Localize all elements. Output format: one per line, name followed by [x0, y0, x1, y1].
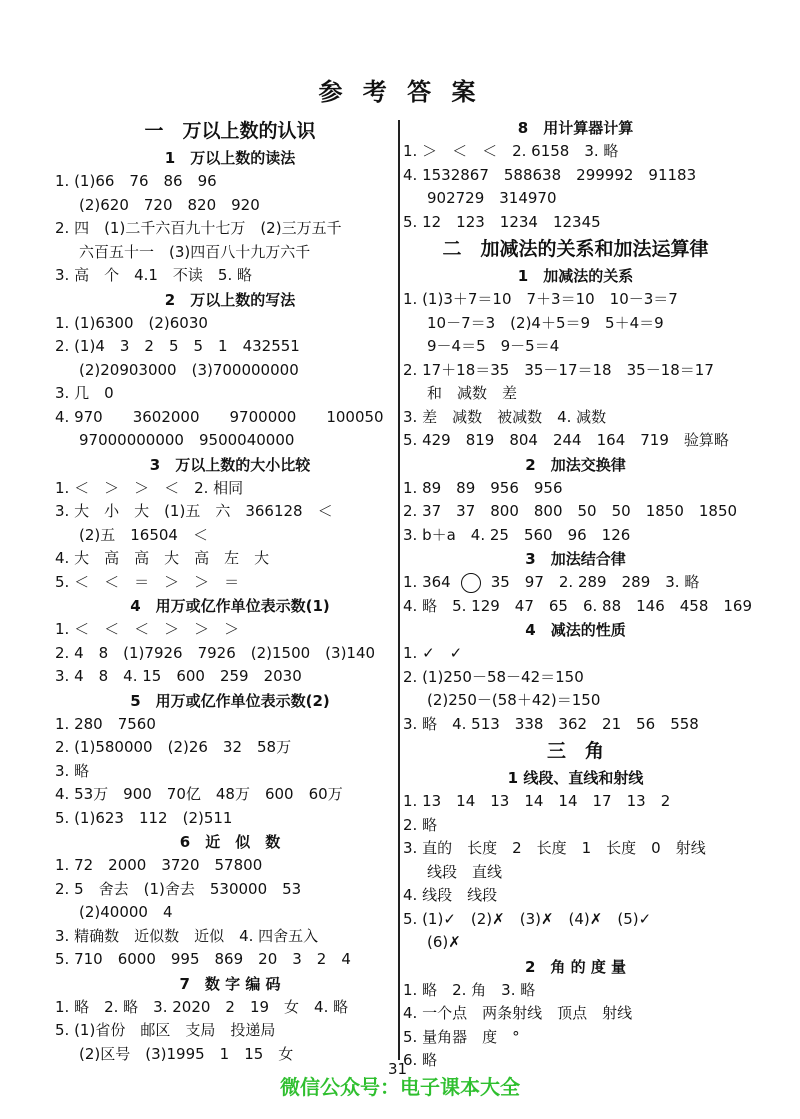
answer-line: 4. 970 3602000 9700000 100050	[55, 407, 384, 426]
answer-line: 5. 12 123 1234 12345	[403, 212, 601, 231]
answer-line: 1. 略 2. 角 3. 略	[403, 980, 536, 999]
section-heading: 3 万以上数的大小比较	[149, 455, 311, 474]
answer-line: 5. 429 819 804 244 164 719 验算略	[403, 431, 729, 449]
left-column	[55, 116, 405, 1066]
answer-line: 2. 四 (1)二千六百九十七万 (2)三万五千	[55, 219, 342, 237]
answer-line: (2)620 720 820 920	[79, 195, 260, 214]
answer-line: 和 减数 差	[427, 384, 518, 402]
section-heading: 7 数 字 编 码	[179, 974, 281, 993]
answer-line: 3. 高 个 4.1 不读 5. 略	[55, 266, 253, 284]
answer-line: (2)五 16504 ＜	[79, 525, 208, 544]
answer-line: 3. 大 小 大 (1)五 六 366128 ＜	[55, 502, 333, 520]
answer-line: 4. 线段 线段	[403, 886, 498, 904]
answer-line: (2)区号 (3)1995 1 15 女	[79, 1044, 294, 1063]
answer-line: 1. 89 89 956 956	[403, 478, 563, 497]
answer-line: 2. 17＋18＝35 35－17＝18 35－18＝17	[403, 360, 714, 379]
chapter-heading: 三 角	[546, 740, 604, 762]
answer-line: 1. ✓ ✓	[403, 644, 463, 662]
section-heading: 1 线段、直线和射线	[507, 769, 644, 787]
answer-line: 2. (1)250－58－42＝150	[403, 667, 584, 686]
answer-line: 1. 略 2. 略 3. 2020 2 19 女 4. 略	[55, 997, 349, 1016]
answer-line: 1. ＜ ＞ ＞ ＜ 2. 相同	[55, 478, 244, 497]
answer-line: 2. (1)580000 (2)26 32 58万	[55, 738, 292, 756]
answer-line: 3. 4 8 4. 15 600 259 2030	[55, 667, 302, 685]
answer-line: 1. (1)3＋7＝10 7＋3＝10 10－3＝7	[403, 290, 678, 308]
answer-line: 97000000000 9500040000	[79, 431, 295, 449]
answer-line: 9－4＝5 9－5＝4	[427, 337, 560, 355]
answer-line: 1. ＜ ＜ ＜ ＞ ＞ ＞	[55, 620, 240, 638]
answer-line: (6)✗	[427, 933, 461, 951]
answer-line: 3. b＋a 4. 25 560 96 126	[403, 525, 631, 544]
answer-line: 线段 直线	[427, 862, 503, 881]
answer-line: 1. ＞ ＜ ＜ 2. 6158 3. 略	[403, 142, 619, 160]
answer-line: 2. 37 37 800 800 50 50 1850 1850	[403, 502, 738, 520]
right-column	[403, 116, 753, 1073]
answer-line: 1. 13 14 13 14 14 17 13 2	[403, 792, 671, 810]
answer-line: 4. 略 5. 129 47 65 6. 88 146 458 169	[403, 596, 753, 615]
section-heading: 2 角 的 度 量	[524, 957, 627, 976]
section-heading: 8 用计算器计算	[517, 119, 634, 137]
answer-line: 5. (1)623 112 (2)511	[55, 808, 233, 827]
blank-circle-icon	[461, 573, 481, 593]
answer-line: 1. 280 7560	[55, 714, 156, 733]
answer-line: 4. 1532867 588638 299992 91183	[403, 165, 697, 184]
answer-line: 3. 略 4. 513 338 362 21 56 558	[403, 714, 699, 733]
answer-line: 3. 略	[55, 761, 90, 780]
section-heading: 1 万以上数的读法	[164, 149, 296, 167]
answer-line: 2. 4 8 (1)7926 7926 (2)1500 (3)140	[55, 643, 376, 662]
answer-line: 3. 精确数 近似数 近似 4. 四舍五入	[55, 926, 319, 945]
answer-line: 2. 5 舍去 (1)舍去 530000 53	[55, 879, 302, 898]
section-heading: 4 用万或亿作单位表示数(1)	[130, 597, 330, 615]
answer-line: (2)250－(58＋42)＝150	[427, 691, 601, 709]
answer-line: 4. 大 高 高 大 高 左 大	[55, 549, 270, 567]
answer-line: 5. (1)省份 邮区 支局 投递局	[55, 1021, 276, 1039]
watermark: 微信公众号：电子课本大全	[280, 1075, 520, 1099]
section-heading: 6 近 似 数	[179, 833, 281, 851]
answer-line: 10－7＝3 (2)4＋5＝9 5＋4＝9	[427, 313, 664, 332]
answer-line: (2)40000 4	[79, 903, 173, 921]
answer-line: 2. (1)4 3 2 5 5 1 432551	[55, 337, 300, 355]
answer-line: 5. 710 6000 995 869 20 3 2 4	[55, 950, 351, 968]
column-divider	[398, 120, 400, 1060]
section-heading: 3 加法结合律	[525, 550, 626, 568]
answer-text: 1. 364	[403, 573, 451, 591]
page-number: 31	[388, 1060, 408, 1078]
answer-text: 35 97 2. 289 289 3. 略	[490, 573, 700, 591]
answer-line: 5. (1)✓ (2)✗ (3)✗ (4)✗ (5)✓	[403, 909, 652, 928]
page-title: 参 考 答 案	[318, 78, 482, 106]
answer-line: 3. 几 0	[55, 384, 114, 402]
answer-line: 1. (1)66 76 86 96	[55, 172, 217, 190]
answer-line: 六百五十一 (3)四百八十九万六千	[79, 242, 311, 261]
answer-line: 4. 一个点 两条射线 顶点 射线	[403, 1004, 633, 1022]
section-heading: 2 加法交换律	[525, 455, 626, 474]
section-heading: 4 减法的性质	[525, 621, 626, 639]
chapter-heading: 一 万以上数的认识	[144, 120, 316, 142]
answer-line: 6. 略	[403, 1051, 438, 1069]
answer-line: 5. 量角器 度 °	[403, 1027, 520, 1046]
answer-line: 5. ＜ ＜ ＝ ＞ ＞ ＝	[55, 572, 240, 591]
answer-line: 1. (1)6300 (2)6030	[55, 313, 208, 332]
answer-line: (2)20903000 (3)700000000	[79, 360, 299, 379]
answer-line: 3. 差 减数 被减数 4. 减数	[403, 407, 607, 426]
chapter-heading: 二 加减法的关系和加法运算律	[442, 238, 709, 260]
answer-line: 2. 略	[403, 815, 438, 834]
answer-line: 1. 72 2000 3720 57800	[55, 856, 263, 874]
answer-line	[403, 571, 748, 595]
section-heading: 1 加减法的关系	[517, 267, 634, 285]
section-heading: 5 用万或亿作单位表示数(2)	[130, 691, 330, 710]
answer-line: 3. 直的 长度 2 长度 1 长度 0 射线	[403, 839, 706, 857]
answer-line: 4. 53万 900 70亿 48万 600 60万	[55, 785, 343, 803]
section-heading: 2 万以上数的写法	[164, 290, 296, 309]
answer-line: 902729 314970	[427, 189, 557, 207]
